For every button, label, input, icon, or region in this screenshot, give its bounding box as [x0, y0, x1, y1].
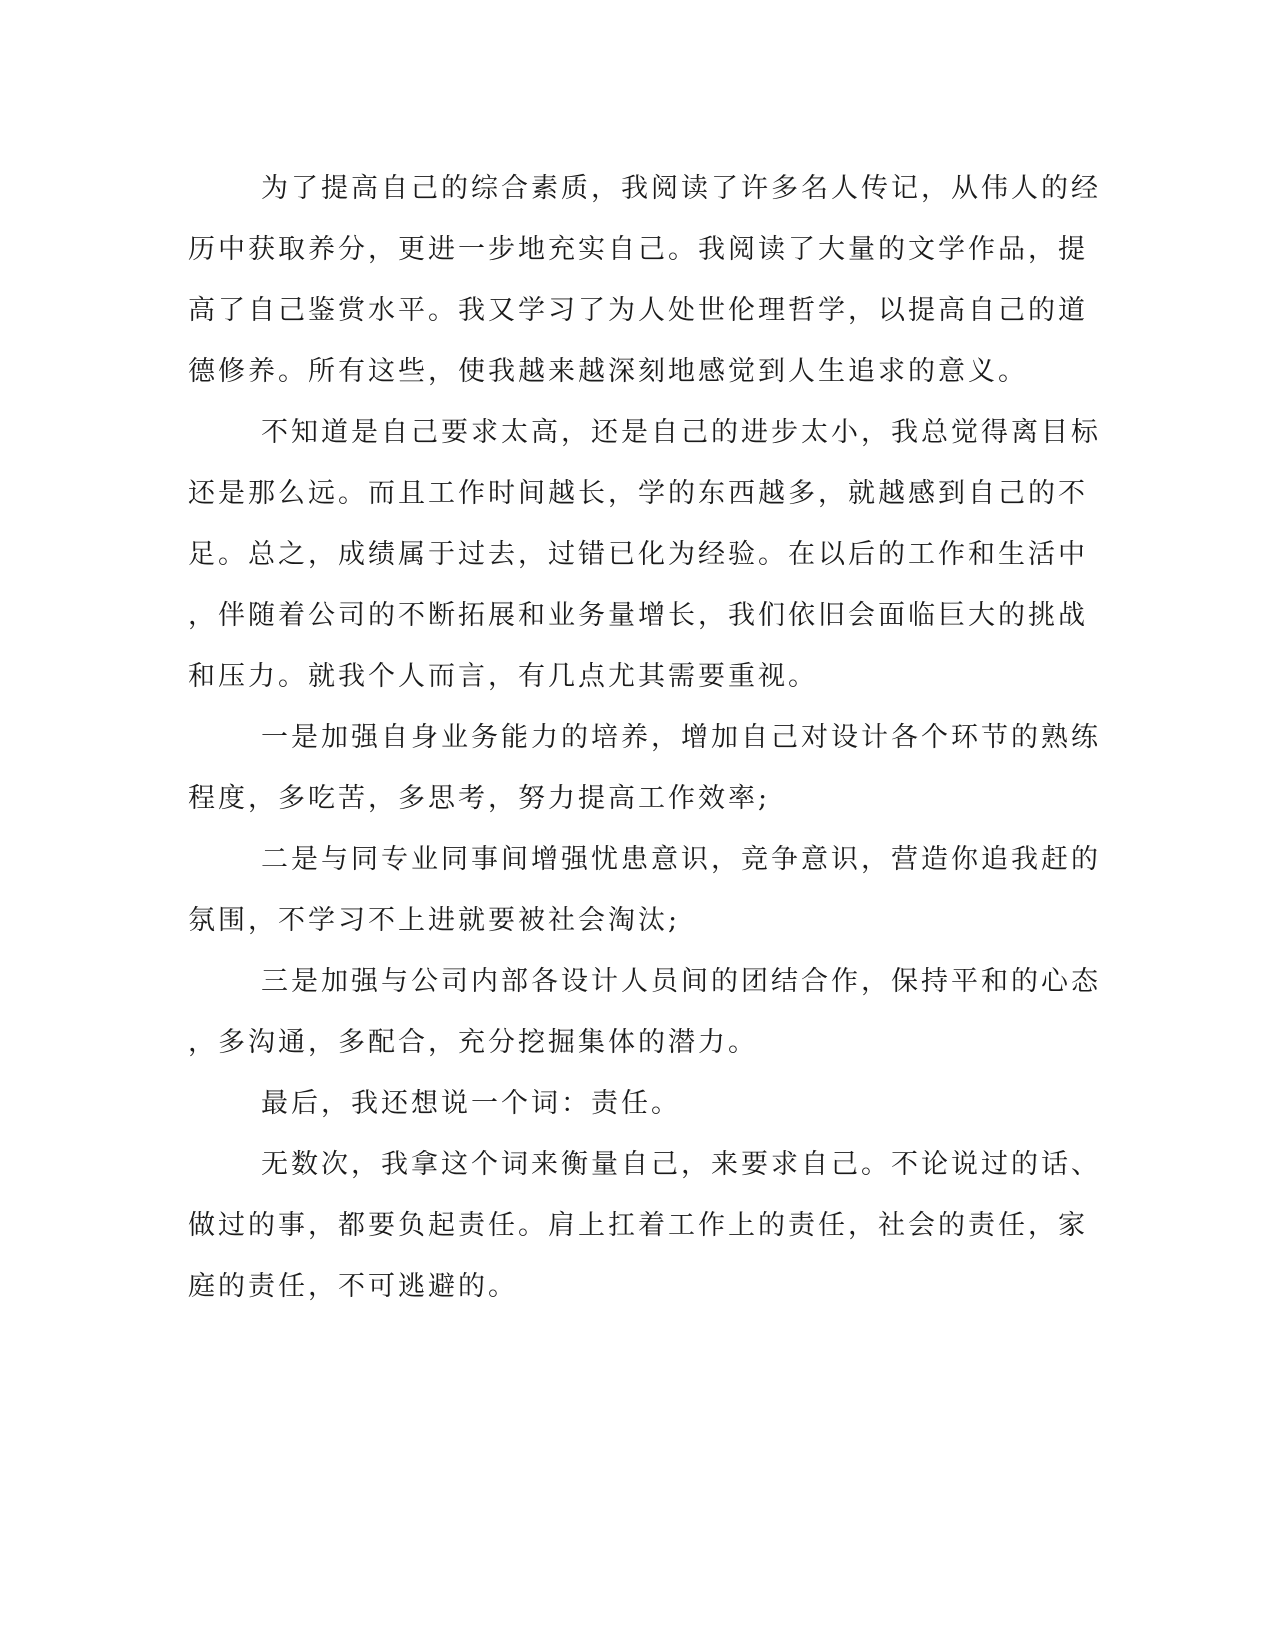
text-line: 氛围，不学习不上进就要被社会淘汰; [188, 905, 681, 936]
document-body [188, 158, 1101, 1317]
text-line: 二是与同专业同事间增强忧患意识，竞争意识，营造你追我赶的 [261, 844, 1101, 875]
text-line: 足。总之，成绩属于过去，过错已化为经验。在以后的工作和生活中 [188, 539, 1088, 570]
text-line: 程度，多吃苦，多思考，努力提高工作效率; [188, 783, 771, 814]
text-line: 一是加强自身业务能力的培养，增加自己对设计各个环节的熟练 [261, 722, 1101, 753]
text-line: 做过的事，都要负起责任。肩上扛着工作上的责任，社会的责任，家 [188, 1210, 1088, 1241]
text-line: 三是加强与公司内部各设计人员间的团结合作，保持平和的心态 [261, 966, 1101, 997]
text-line: 还是那么远。而且工作时间越长，学的东西越多，就越感到自己的不 [188, 478, 1088, 509]
text-line: 德修养。所有这些，使我越来越深刻地感觉到人生追求的意义。 [188, 356, 1028, 387]
text-line: 历中获取养分，更进一步地充实自己。我阅读了大量的文学作品，提 [188, 234, 1088, 265]
text-line: 和压力。就我个人而言，有几点尤其需要重视。 [188, 661, 818, 692]
text-line: 无数次，我拿这个词来衡量自己，来要求自己。不论说过的话、 [261, 1149, 1101, 1180]
text-line: 高了自己鉴赏水平。我又学习了为人处世伦理哲学，以提高自己的道 [188, 295, 1088, 326]
text-line: ，多沟通，多配合，充分挖掘集体的潜力。 [188, 1027, 758, 1058]
text-line: 不知道是自己要求太高，还是自己的进步太小，我总觉得离目标 [261, 417, 1101, 448]
text-line: 为了提高自己的综合素质，我阅读了许多名人传记，从伟人的经 [261, 173, 1101, 204]
text-line: ，伴随着公司的不断拓展和业务量增长，我们依旧会面临巨大的挑战 [188, 600, 1088, 631]
text-line: 最后，我还想说一个词：责任。 [261, 1088, 681, 1119]
text-line: 庭的责任，不可逃避的。 [188, 1271, 518, 1302]
